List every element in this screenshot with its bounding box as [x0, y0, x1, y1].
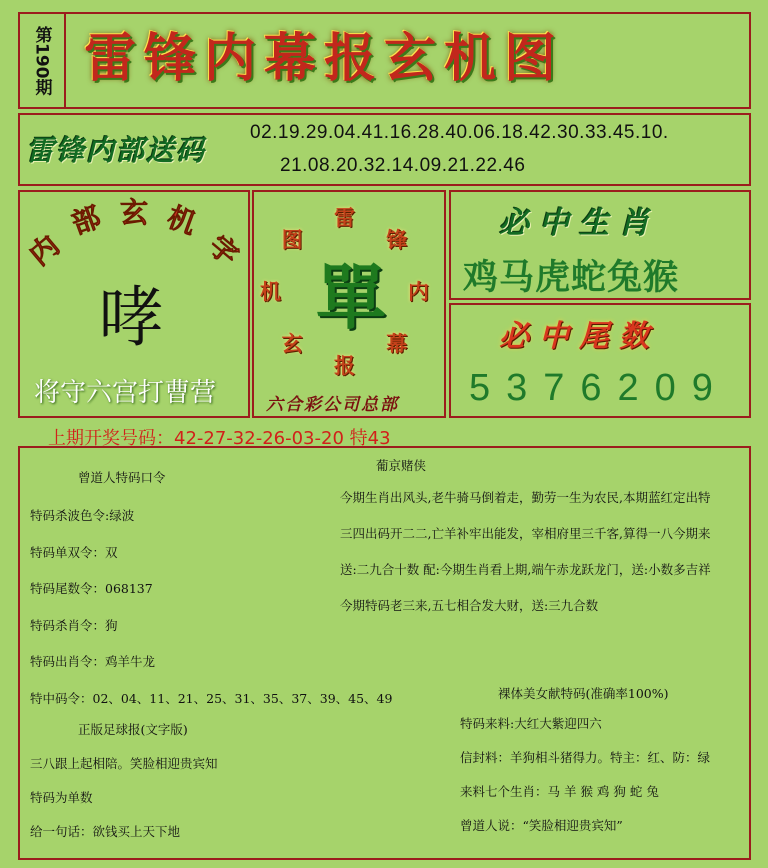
last-draw: 上期开奖号码：42-27-32-26-03-20 特43 [48, 428, 391, 449]
left-line: 特码出肖令：鸡羊牛龙 [30, 654, 156, 669]
mystery-character: 哮 [98, 279, 164, 356]
ring-char: 图 [281, 226, 303, 252]
left-line: 特码尾数令：068137 [30, 581, 153, 596]
big-character: 單 [316, 256, 386, 339]
center-box [252, 190, 446, 418]
internal-codes-line-2: 21.08.20.32.14.09.21.22.46 [280, 155, 526, 176]
arc-char: 字 [202, 228, 246, 273]
zodiac-animals: 鸡马虎蛇兔猴 [463, 257, 680, 298]
center-footer: 六合彩公司总部 [266, 395, 399, 415]
header-frame [18, 12, 751, 109]
right-line: 送:二九合十数 配:今期生肖看上期,端午赤龙跃龙门，送:小数多吉祥 [340, 562, 711, 577]
page-title: 雷锋内幕报玄机图 [84, 28, 565, 89]
ring-char: 雷 [334, 205, 355, 230]
arc-char: 部 [67, 200, 105, 241]
right-line: 三四出码开二二,亡羊补牢出能发，宰相府里三千客,算得一八今期来 [340, 526, 711, 541]
arc-char: 内 [22, 228, 66, 273]
left-line: 特码杀波色令:绿波 [30, 508, 135, 523]
left-heading: 曾道人特码口令 [78, 470, 166, 485]
left-line: 特码杀肖令：狗 [30, 617, 118, 633]
left-line: 特码单双令：双 [30, 544, 118, 560]
left-line: 给一句话：欲钱买上天下地 [30, 824, 181, 839]
zodiac-box [449, 190, 751, 300]
right-sub-heading: 裸体美女献特码(准确率100%) [498, 686, 669, 701]
left-line: 特码为单数 [30, 790, 93, 805]
ring-char: 机 [260, 279, 281, 304]
internal-codes-label: 雷锋内部送码 [26, 134, 207, 167]
right-line: 信封料：羊狗相斗猪得力。特主：红、防：绿 [460, 750, 711, 765]
arc-char: 玄 [120, 196, 149, 229]
right-line: 特码来料:大红大紫迎四六 [460, 716, 602, 731]
right-line: 来料七个生肖：马 羊 猴 鸡 狗 蛇 兔 [460, 784, 659, 799]
zodiac-label: 必中生肖 [499, 206, 659, 241]
ring-char: 玄 [281, 331, 303, 357]
right-line: 今期生肖出风头,老牛骑马倒着走，勤劳一生为农民,本期蓝红定出特 [340, 490, 711, 505]
left-sub-heading: 正版足球报(文字版) [78, 722, 188, 737]
right-line: 今期特码老三来,五七相合发大财，送:三九合数 [340, 598, 599, 613]
mystery-phrase: 将守六宫打曹营 [34, 378, 217, 408]
left-line: 三八跟上起相陪。笑脸相迎贵宾知 [30, 756, 218, 771]
info-frame [18, 446, 751, 860]
ring-char: 内 [408, 279, 429, 304]
left-line: 特中码令：02、04、11、21、25、31、35、37、39、45、49 [30, 690, 393, 706]
tail-label: 必中尾数 [499, 319, 659, 354]
internal-codes-frame [18, 113, 751, 186]
right-line: 曾道人说：“笑脸相迎贵宾知” [460, 818, 623, 833]
tail-digits: 5376209 [469, 367, 729, 409]
arc-char: 机 [163, 200, 201, 241]
ring-char: 报 [334, 353, 355, 378]
issue-label: 第190期 [20, 14, 66, 107]
right-heading: 葡京赌侠 [376, 458, 427, 473]
ring-char: 锋 [386, 226, 408, 252]
mystery-box [18, 190, 250, 418]
ring-char: 幕 [386, 331, 408, 357]
internal-codes-line-1: 02.19.29.04.41.16.28.40.06.18.42.30.33.45.10. [250, 122, 669, 143]
tail-box [449, 303, 751, 418]
